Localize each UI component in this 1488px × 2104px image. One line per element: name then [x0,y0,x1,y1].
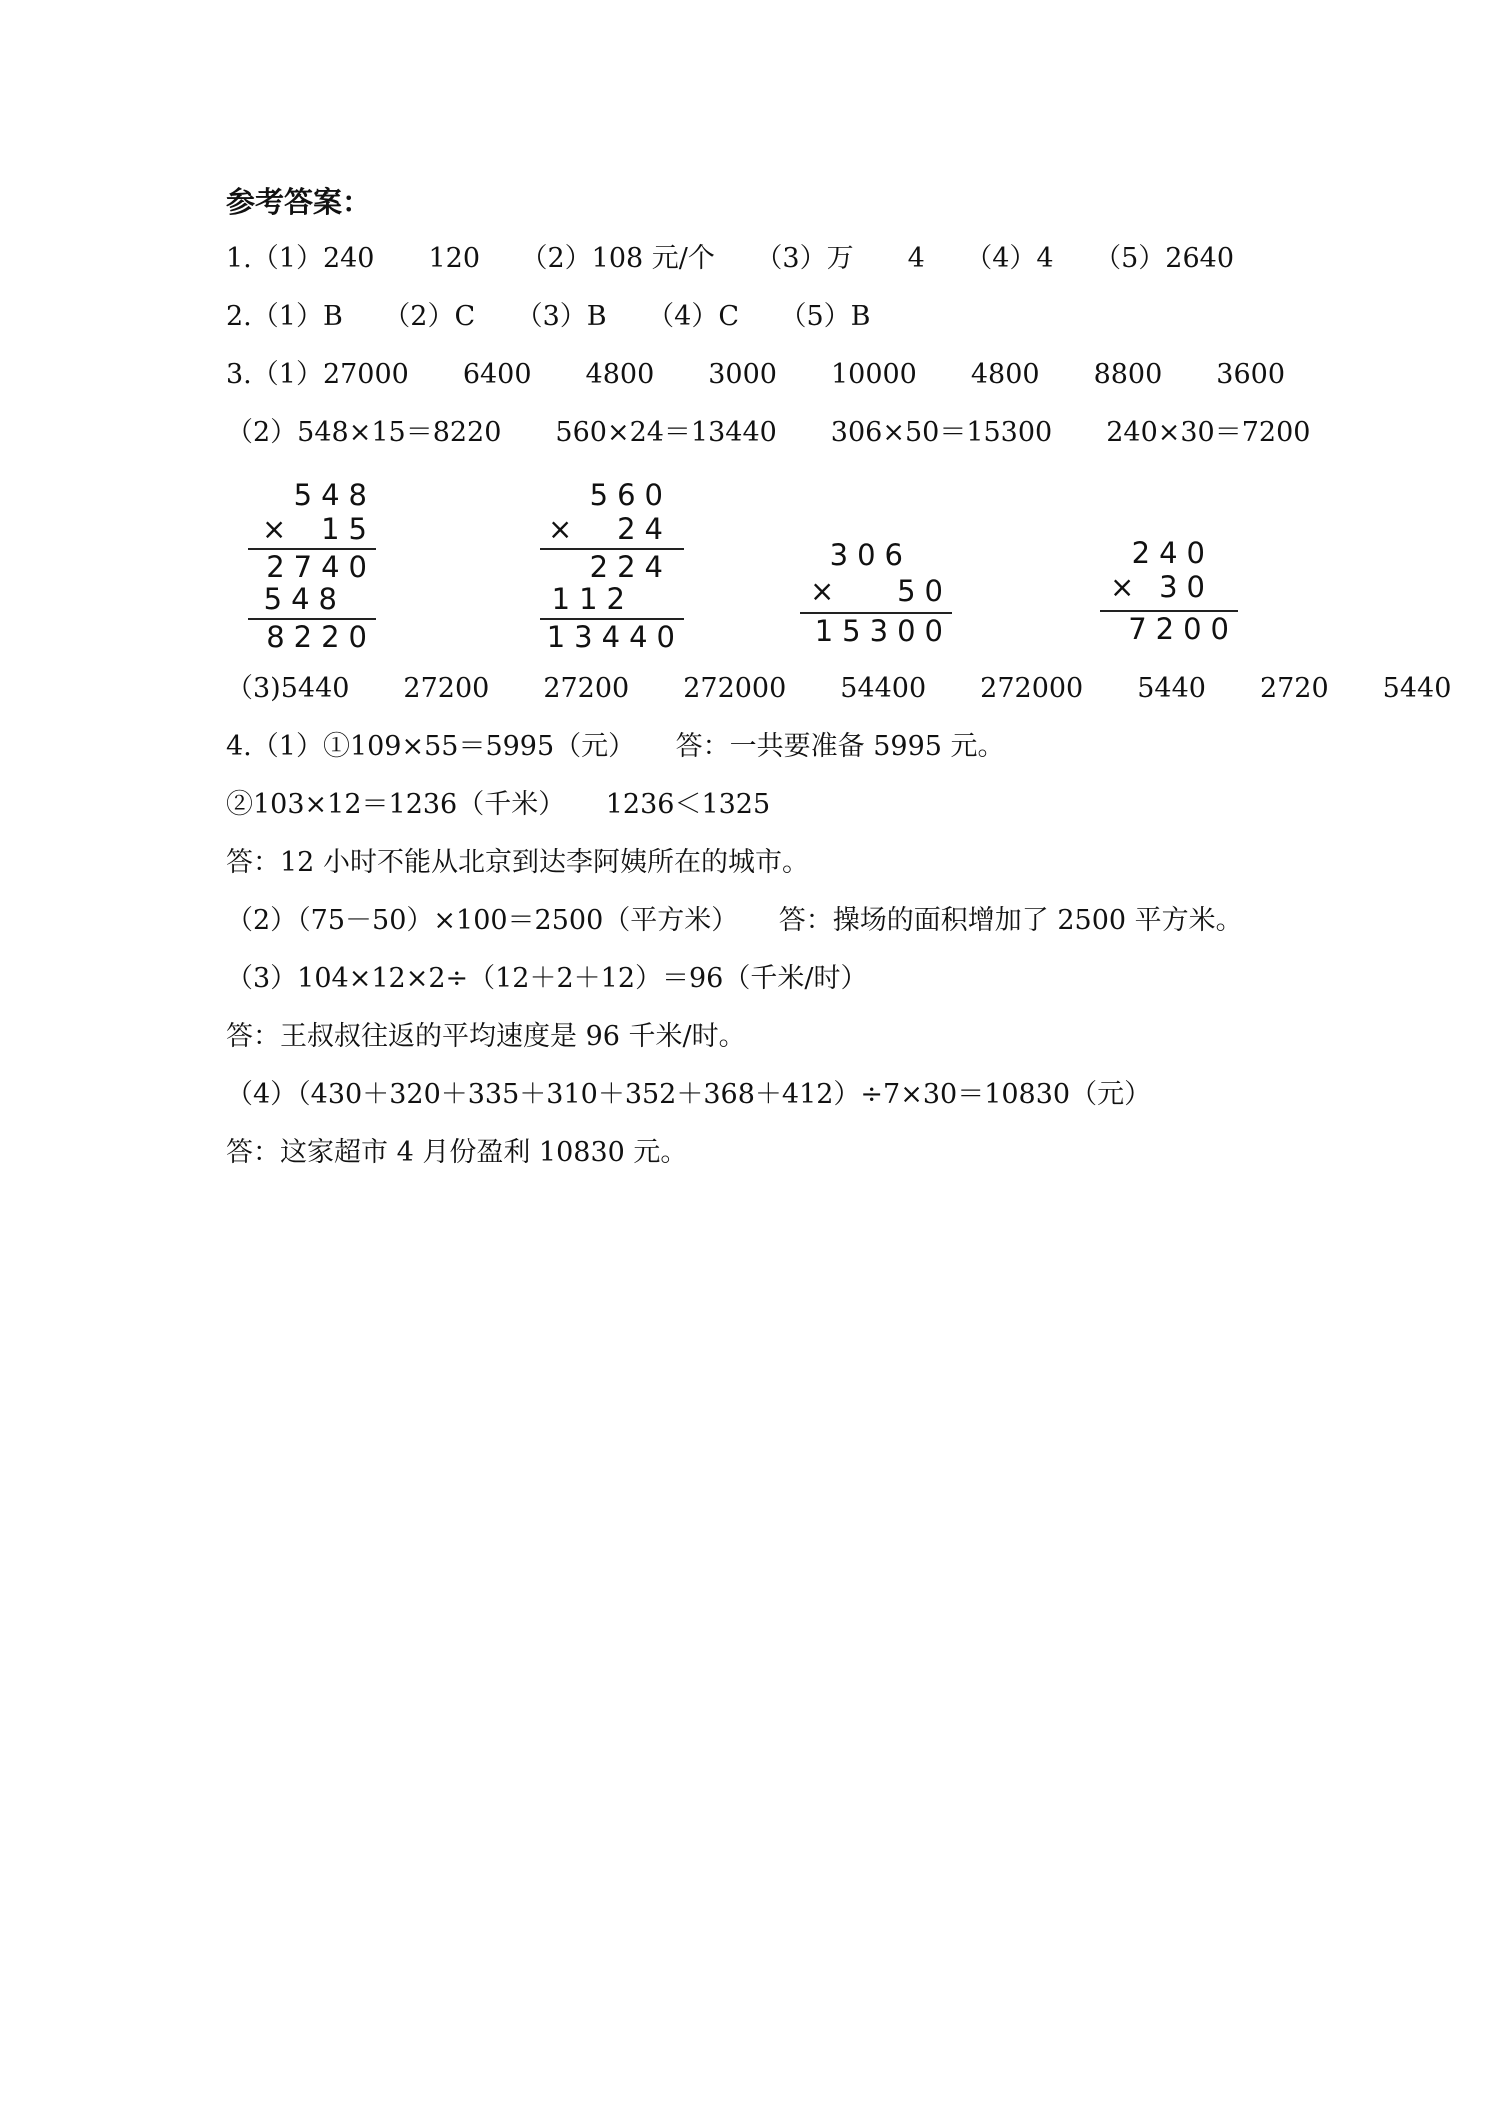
calc-partial-product: 224 [589,550,672,584]
answer-q4-1c: 答：12 小时不能从北京到达李阿姨所在的城市。 [226,847,809,878]
answer-q4-4b: 答：这家超市 4 月份盈利 10830 元。 [226,1137,688,1168]
calc-multiplicand: 306 [829,538,912,572]
answer-q1: 1.（1）240 120 （2）108 元/个 （3）万 4 （4）4 （5）2640 [226,243,1235,274]
calc-operator: × [1110,570,1135,604]
calc-result: 7200 [1128,612,1238,646]
answer-q3-part2: （2）548×15＝8220 560×24＝13440 306×50＝15300 240×30＝7200 [226,417,1311,448]
vertical-calc-560x24 [540,478,684,654]
calc-result: 13440 [546,620,684,654]
page-title: 参考答案： [226,185,372,219]
answer-q4-3b: 答：王叔叔往返的平均速度是 96 千米/时。 [226,1021,746,1052]
calc-multiplicand: 240 [1131,536,1214,570]
calc-multiplier: 15 [321,512,376,546]
calc-partial-product: 2740 [266,550,376,584]
calc-multiplicand: 560 [589,478,672,512]
answer-q4-2: （2）（75－50）×100＝2500（平方米） 答：操场的面积增加了 2500 平方米。 [226,905,1243,936]
calc-partial-product: 548 [263,582,346,616]
calc-partial-product: 112 [551,582,634,616]
answer-q4-3a: （3）104×12×2÷（12＋2＋12）＝96（千米/时） [226,963,868,994]
calc-operator: × [810,574,835,608]
calc-operator: × [548,512,573,546]
answer-q4-1a: 4.（1）①109×55＝5995（元） 答：一共要准备 5995 元。 [226,731,1005,762]
answer-q2: 2.（1）B （2）C （3）B （4）C （5）B [226,301,871,332]
vertical-calc-240x30 [1100,536,1238,648]
calc-multiplier: 50 [897,574,952,608]
calc-multiplier: 24 [617,512,672,546]
calc-result: 15300 [814,614,952,648]
vertical-calc-306x50 [800,538,952,648]
answer-q3-part1: 3.（1）27000 6400 4800 3000 10000 4800 8800 3600 [226,359,1285,390]
vertical-calc-548x15 [248,478,376,654]
answer-q4-1b: ②103×12＝1236（千米） 1236＜1325 [226,789,771,820]
calc-multiplicand: 548 [293,478,376,512]
calc-operator: × [262,512,287,546]
calc-result: 8220 [266,620,376,654]
answer-q4-4a: （4）（430＋320＋335＋310＋352＋368＋412）÷7×30＝10830（元） [226,1079,1152,1110]
calc-multiplier: 30 [1159,570,1214,604]
answer-q3-part3: （3)5440 27200 27200 272000 54400 272000 5440 2720 5440 [226,673,1452,704]
